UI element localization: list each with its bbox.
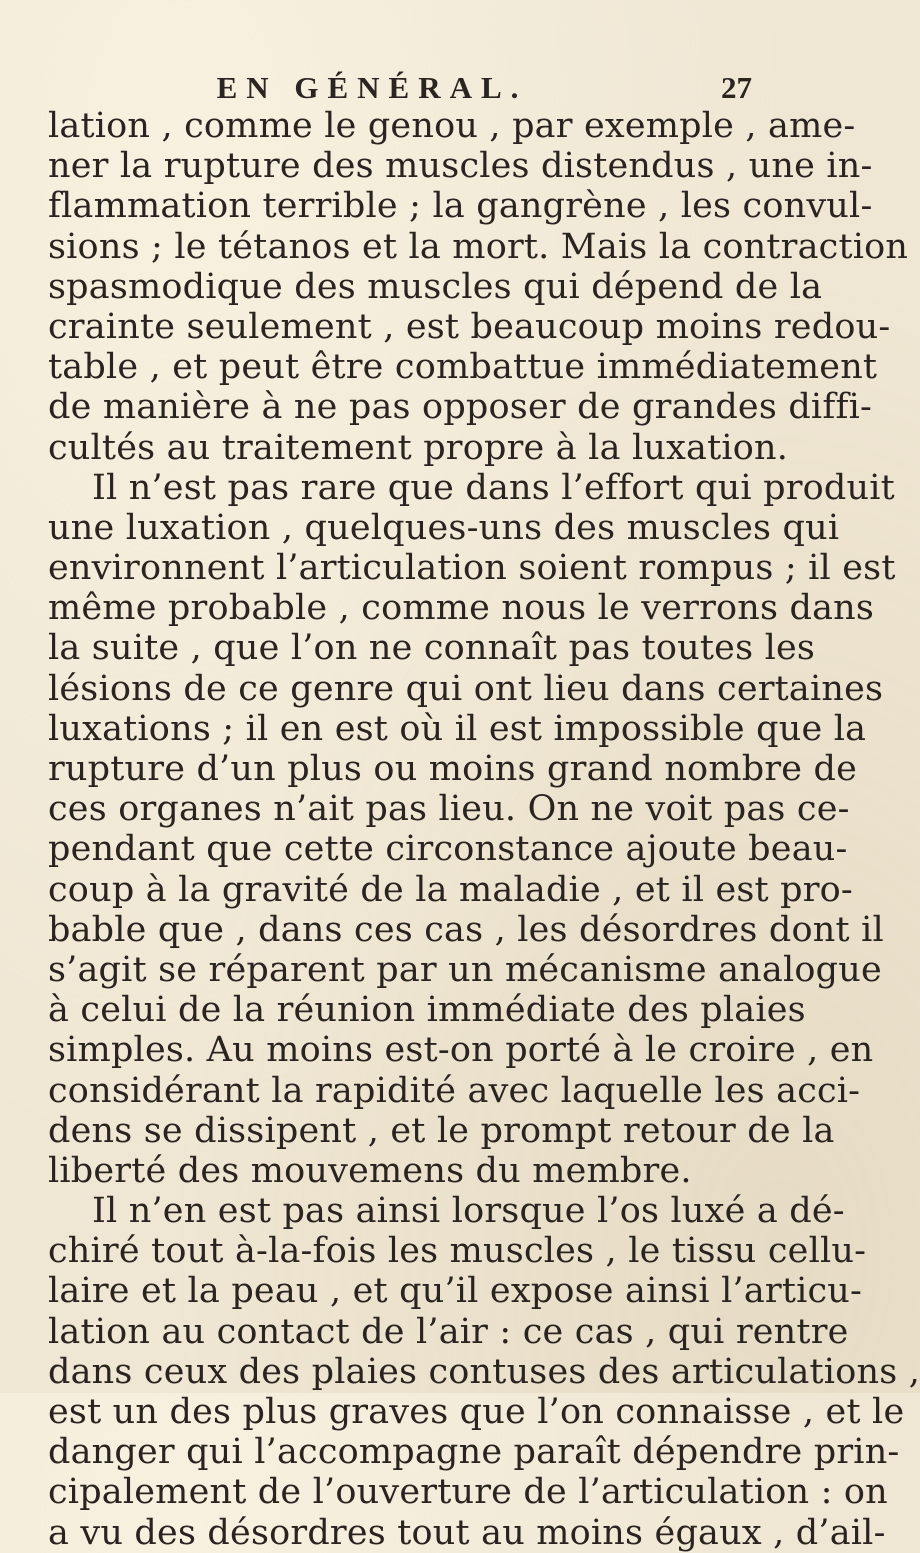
paragraph-start-line: Il n’est pas rare que dans l’effort qui produit (92, 467, 895, 508)
text-line: ces organes n’ait pas lieu. On ne voit pas ce- (48, 789, 850, 830)
body-text (48, 106, 920, 1553)
paragraph-end-line: liberté des mouvemens du membre. (48, 1150, 692, 1191)
text-line: luxations ; il en est où il est impossible que la (48, 708, 867, 749)
text-line: sions ; le tétanos et la mort. Mais la contraction (48, 226, 909, 267)
text-line: dans ceux des plaies contuses des articulations , (48, 1351, 920, 1392)
text-line: rupture d’un plus ou moins grand nombre de (48, 749, 858, 789)
text-line: coup à la gravité de la maladie , et il est pro- (48, 869, 853, 910)
text-line: spasmodique des muscles qui dépend de la (48, 266, 823, 307)
text-line: lésions de ce genre qui ont lieu dans certaines (48, 668, 884, 709)
text-line: table , et peut être combattue immédiatement (48, 347, 878, 388)
text-line: cipalement de l’ouverture de l’articulation : on (48, 1472, 888, 1513)
text-line: laire et la peau , et qu’il expose ainsi l’articu- (48, 1271, 863, 1312)
text-line: une luxation , quelques-uns des muscles qui (48, 507, 840, 548)
text-line: dens se dissipent , et le prompt retour de la (48, 1110, 835, 1151)
text-line: simples. Au moins est-on porté à le croire , en (48, 1030, 874, 1071)
text-line: lation au contact de l’air : ce cas , qui rentre (48, 1311, 849, 1352)
text-line: considérant la rapidité avec laquelle les acci- (48, 1070, 861, 1111)
text-line: environnent l’articulation soient rompus ; il est (48, 548, 896, 589)
text-line: pendant que cette circonstance ajoute beau- (48, 829, 848, 870)
paragraph-end-line: cultés au traitement propre à la luxation. (48, 427, 789, 468)
text-line: chiré tout à-la-fois les muscles , le tissu cellu- (48, 1231, 867, 1272)
text-line: est un des plus graves que l’on connaisse , et le (48, 1392, 905, 1432)
text-line: a vu des désordres tout au moins égaux , d’ail- (48, 1512, 886, 1553)
text-line: à celui de la réunion immédiate des plaies (48, 990, 806, 1031)
text-line: lation , comme le genou , par exemple , ame- (48, 106, 856, 146)
text-line: même probable , comme nous le verrons dans (48, 588, 875, 629)
paragraph-start-line: Il n’en est pas ainsi lorsque l’os luxé a dé- (92, 1191, 845, 1232)
text-line: de manière à ne pas opposer de grandes diffi- (48, 387, 873, 428)
text-line: ner la rupture des muscles distendus , une in- (48, 146, 873, 187)
text-line: flammation terrible ; la gangrène , les convul- (48, 186, 873, 227)
text-line: crainte seulement , est beaucoup moins redou- (48, 306, 891, 347)
running-title: EN GÉNÉRAL. (216, 70, 528, 105)
text-line: s’agit se réparent par un mécanisme analogue (48, 949, 882, 990)
running-head (52, 70, 752, 110)
text-line: la suite , que l’on ne connaît pas toutes les (48, 628, 816, 669)
text-line: danger qui l’accompagne paraît dépendre prin- (48, 1432, 900, 1473)
text-line: bable que , dans ces cas , les désordres dont il (48, 909, 884, 950)
page-number: 27 (721, 70, 752, 105)
